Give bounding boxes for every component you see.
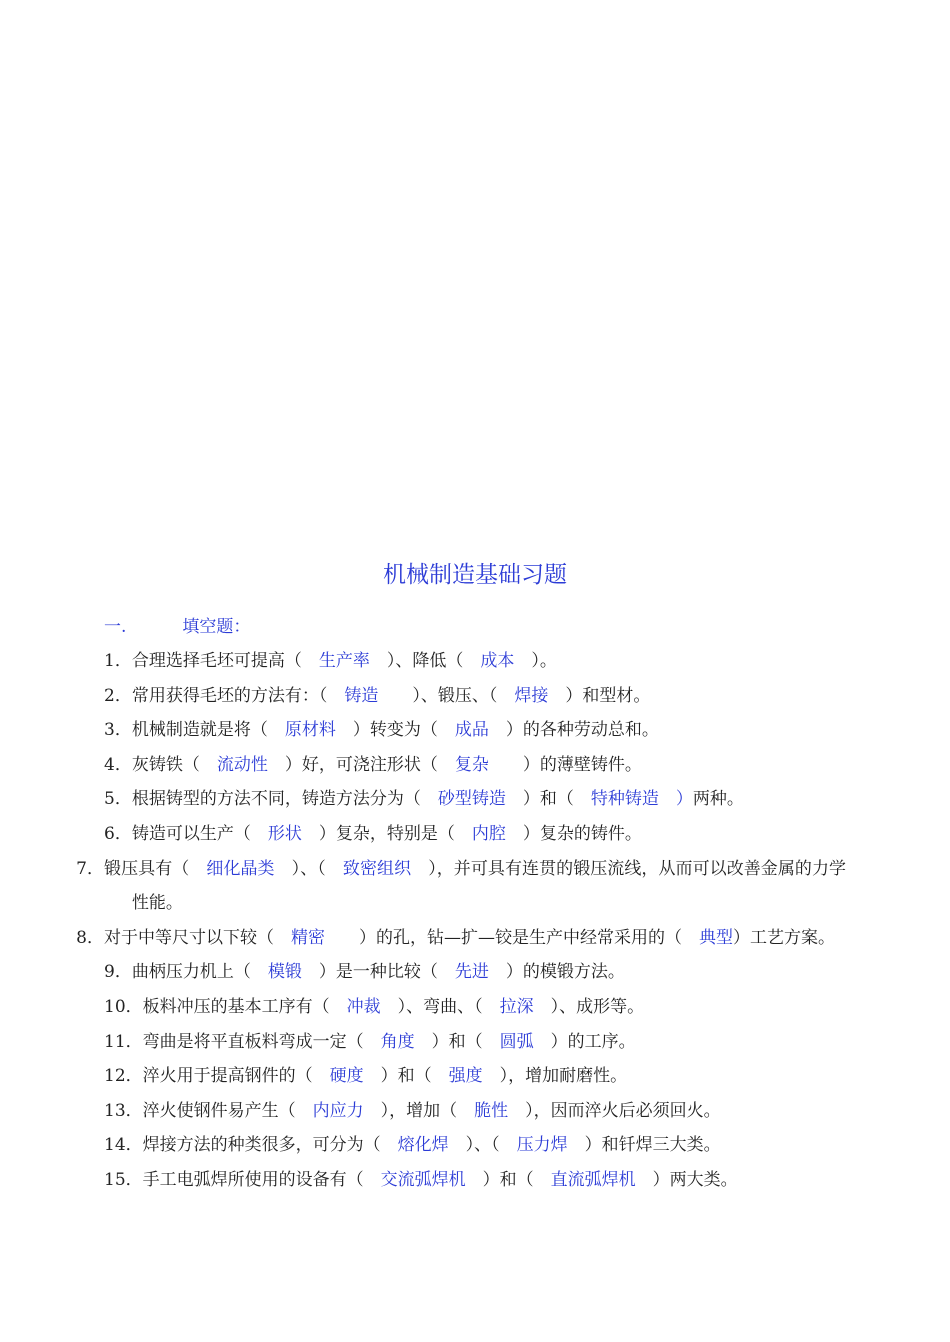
prompt-text: 曲柄压力机上（ bbox=[131, 962, 268, 983]
prompt-text: ）。 bbox=[514, 651, 557, 671]
question-item bbox=[104, 1094, 846, 1129]
prompt-text: 两种。 bbox=[692, 789, 744, 810]
question-text bbox=[143, 1135, 721, 1155]
answer-text: 成品 bbox=[454, 720, 489, 741]
answer-text: 脆性 bbox=[474, 1100, 509, 1121]
question-number: 2． bbox=[104, 685, 132, 706]
prompt-text: ）好，可浇注形状（ bbox=[267, 754, 455, 775]
prompt-text: ）、成形等。 bbox=[533, 996, 645, 1017]
prompt-text: ）和（ bbox=[465, 1169, 551, 1190]
prompt-text: ）的各种劳动总和。 bbox=[488, 720, 659, 741]
answer-text: 模锻 bbox=[267, 962, 302, 983]
question-text bbox=[132, 962, 625, 982]
answer-text: 先进 bbox=[454, 962, 489, 983]
prompt-text: 常用获得毛坯的方法有：（ bbox=[131, 685, 345, 706]
question-number: 12． bbox=[104, 1066, 143, 1087]
prompt-text: 淬火使钢件易产生（ bbox=[142, 1100, 313, 1121]
question-text bbox=[143, 1101, 721, 1121]
answer-text: 熔化焊 bbox=[397, 1135, 449, 1156]
prompt-text: 锻压具有（ bbox=[104, 858, 207, 879]
answer-text: 原材料 bbox=[284, 720, 336, 741]
prompt-text: ）是一种比较（ bbox=[301, 962, 455, 983]
answer-text: 形状 bbox=[267, 823, 302, 844]
question-item bbox=[104, 990, 846, 1025]
section-heading bbox=[104, 612, 250, 637]
question-item bbox=[104, 1128, 846, 1163]
question-number: 11． bbox=[104, 1031, 143, 1052]
prompt-text: ）的工序。 bbox=[533, 1031, 636, 1052]
question-number: 1． bbox=[104, 651, 132, 671]
question-item bbox=[104, 1025, 846, 1060]
answer-text: 成本 bbox=[480, 651, 515, 671]
question-item bbox=[104, 748, 846, 783]
answer-text: 交流弧焊机 bbox=[380, 1169, 466, 1190]
document-title: 机械制造基础习题 bbox=[383, 562, 567, 588]
answer-text: 冲裁 bbox=[346, 996, 381, 1017]
answer-text: 特种铸造 ） bbox=[590, 789, 693, 810]
answer-text: 焊接 bbox=[514, 685, 549, 706]
question-list bbox=[76, 644, 847, 1198]
answer-text: 生产率 bbox=[318, 651, 370, 671]
prompt-text: ）转变为（ bbox=[335, 720, 455, 741]
prompt-text: 弯曲是将平直板料弯成一定（ bbox=[142, 1031, 381, 1052]
prompt-text: ），增加（ bbox=[363, 1100, 475, 1121]
prompt-text: ）和型材。 bbox=[548, 685, 651, 706]
question-number: 10． bbox=[104, 996, 143, 1017]
answer-text: 内腔 bbox=[471, 823, 506, 844]
question-text bbox=[143, 1032, 636, 1052]
prompt-text: ）和（ bbox=[363, 1066, 449, 1087]
question-number: 13． bbox=[104, 1100, 143, 1121]
answer-text: 内应力 bbox=[312, 1100, 364, 1121]
question-text bbox=[143, 1066, 628, 1086]
question-item bbox=[104, 817, 846, 852]
question-number: 5． bbox=[104, 789, 132, 810]
prompt-text: ）、（ bbox=[448, 1135, 517, 1156]
section-number: 一. bbox=[104, 617, 127, 637]
prompt-text: ），并可具有连贯的锻压流线，从而可以改善金属的力学性能。 bbox=[131, 858, 847, 914]
prompt-text: 机械制造就是将（ bbox=[131, 720, 285, 741]
answer-text: 精密 bbox=[291, 927, 325, 948]
answer-text: 硬度 bbox=[329, 1066, 364, 1087]
question-text bbox=[104, 859, 846, 914]
question-item bbox=[104, 679, 846, 714]
prompt-text: ）的孔，钻—扩—铰是生产中经常采用的（ bbox=[325, 927, 699, 948]
question-text bbox=[132, 720, 659, 740]
prompt-text: 铸造可以生产（ bbox=[131, 823, 268, 844]
prompt-text: ）、（ bbox=[274, 858, 343, 879]
question-number: 6． bbox=[104, 823, 132, 844]
prompt-text: 对于中等尺寸以下较（ bbox=[104, 927, 291, 948]
question-text bbox=[132, 686, 651, 706]
answer-text: 复杂 bbox=[454, 754, 489, 775]
prompt-text: 手工电弧焊所使用的设备有（ bbox=[142, 1169, 381, 1190]
prompt-text: ）和（ bbox=[505, 789, 591, 810]
answer-text: 角度 bbox=[380, 1031, 415, 1052]
prompt-text: 淬火用于提高钢件的（ bbox=[142, 1066, 330, 1087]
question-item bbox=[104, 644, 846, 679]
question-number: 14． bbox=[104, 1135, 143, 1156]
prompt-text: 灰铸铁（ bbox=[131, 754, 217, 775]
question-number: 15． bbox=[104, 1169, 143, 1190]
prompt-text: ），增加耐磨性。 bbox=[482, 1066, 628, 1087]
prompt-text: 根据铸型的方法不同，铸造方法分为（ bbox=[131, 789, 438, 810]
prompt-text: ）复杂，特别是（ bbox=[301, 823, 472, 844]
question-text bbox=[143, 1170, 738, 1190]
prompt-text: ）两大类。 bbox=[635, 1169, 738, 1190]
prompt-text: ）、弯曲、（ bbox=[380, 996, 500, 1017]
question-text bbox=[132, 789, 744, 809]
question-text bbox=[132, 651, 557, 671]
prompt-text: ）工艺方案。 bbox=[733, 927, 835, 948]
prompt-text: 板料冲压的基本工序有（ bbox=[142, 996, 347, 1017]
answer-text: 细化晶类 bbox=[206, 858, 275, 879]
answer-text: 砂型铸造 bbox=[437, 789, 506, 810]
answer-text: 拉深 bbox=[499, 996, 534, 1017]
answer-text: 致密组织 bbox=[342, 858, 412, 879]
question-item bbox=[104, 713, 846, 748]
prompt-text: ）的薄壁铸件。 bbox=[488, 754, 642, 775]
question-number: 9． bbox=[104, 962, 132, 983]
question-text bbox=[104, 928, 835, 948]
answer-text: 压力焊 bbox=[516, 1135, 568, 1156]
prompt-text: ）、锻压、（ bbox=[378, 685, 515, 706]
answer-text: 强度 bbox=[448, 1066, 483, 1087]
prompt-text: 焊接方法的种类很多，可分为（ bbox=[142, 1135, 398, 1156]
prompt-text: ）和钎焊三大类。 bbox=[567, 1135, 721, 1156]
question-item bbox=[104, 955, 846, 990]
answer-text: 直流弧焊机 bbox=[550, 1169, 636, 1190]
answer-text: 铸造 bbox=[344, 685, 379, 706]
question-item: 7．锻压具有（ 细化晶类 ）、（ 致密组织 ），并可具有连贯的锻压流线，从而可以改善金属的力学性能。 bbox=[76, 858, 847, 914]
prompt-text: ）的模锻方法。 bbox=[488, 962, 625, 983]
question-text bbox=[132, 755, 642, 775]
prompt-text: ），因而淬火后必须回火。 bbox=[508, 1100, 721, 1121]
section-label: 填空题： bbox=[182, 617, 251, 637]
answer-text: 圆弧 bbox=[499, 1031, 534, 1052]
question-number: 3． bbox=[104, 720, 132, 741]
answer-text: 流动性 bbox=[216, 754, 268, 775]
prompt-text: ）复杂的铸件。 bbox=[505, 823, 642, 844]
answer-text: 典型 bbox=[699, 927, 733, 948]
question-item: 8．对于中等尺寸以下较（ 精密 ）的孔，钻—扩—铰是生产中经常采用的（ 典型）工艺方案。 bbox=[76, 927, 835, 948]
question-text bbox=[132, 824, 642, 844]
prompt-text: 合理选择毛坯可提高（ bbox=[131, 651, 319, 671]
question-item bbox=[104, 1163, 846, 1198]
prompt-text: ）、降低（ bbox=[369, 651, 481, 671]
question-text bbox=[143, 997, 645, 1017]
question-number: 4． bbox=[104, 754, 132, 775]
prompt-text: ）和（ bbox=[414, 1031, 500, 1052]
question-item bbox=[104, 1059, 846, 1094]
question-item bbox=[104, 782, 846, 817]
